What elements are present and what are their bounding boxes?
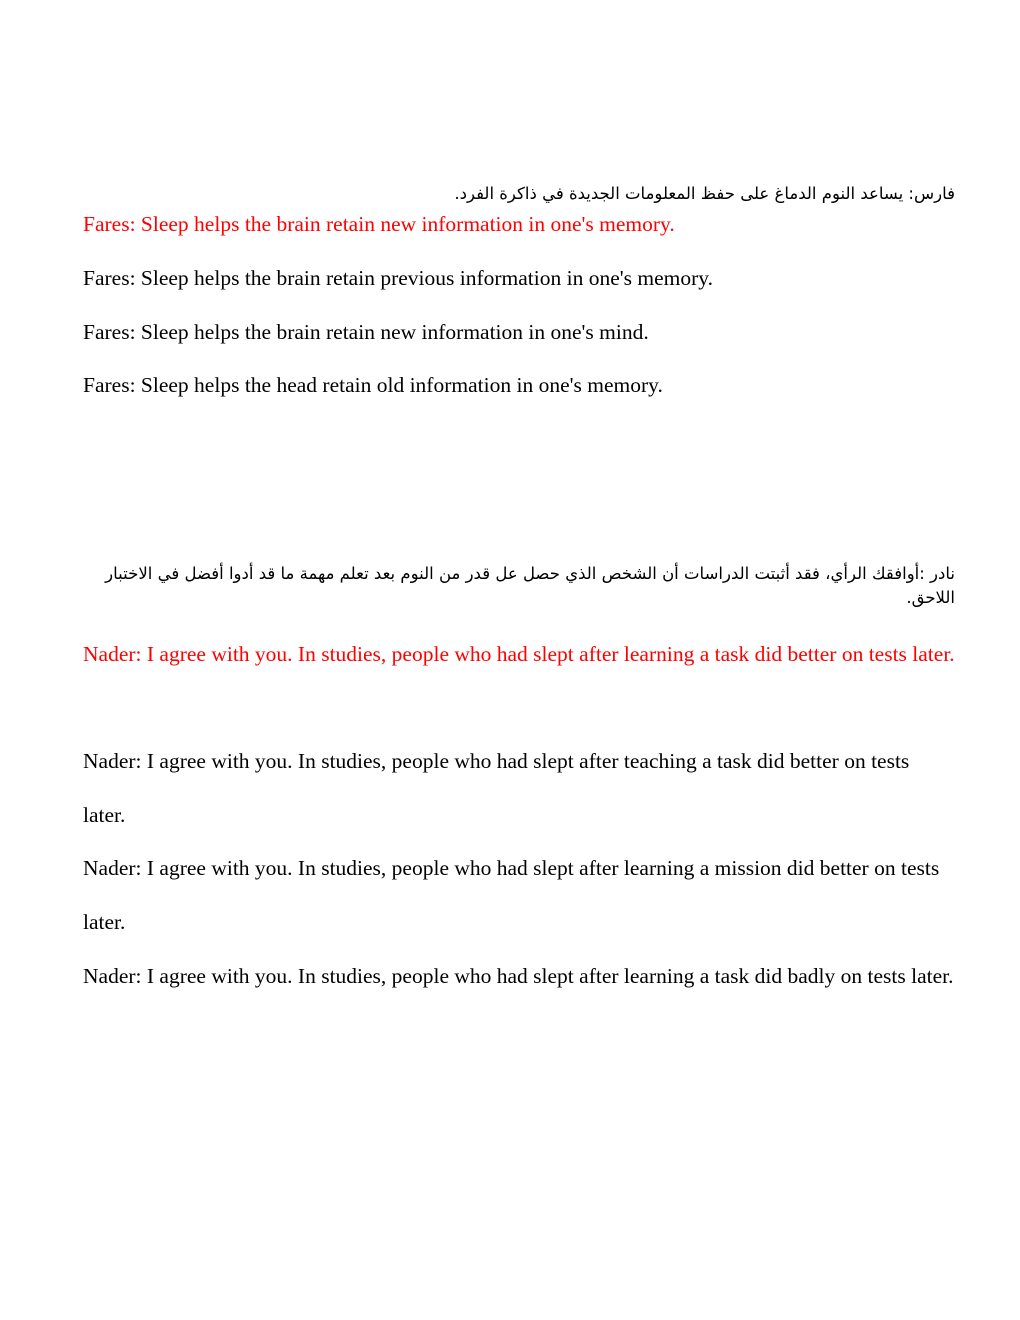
question-1-option-2: Fares: Sleep helps the brain retain previous information in one's memory. [83,266,714,290]
question-1-option-3: Fares: Sleep helps the brain retain new information in one's mind. [83,320,649,344]
question-1-option-4: Fares: Sleep helps the head retain old information in one's memory. [83,373,663,397]
question-1-option-1-correct: Fares: Sleep helps the brain retain new information in one's memory. [83,212,675,236]
question-2-option-2: Nader: I agree with you. In studies, people who had slept after teaching a task did better on tests later. [83,749,910,827]
question-1-arabic-prompt: فارس: يساعد النوم الدماغ على حفظ المعلومات الجديدة في ذاكرة الفرد. [454,184,955,203]
question-2-option-4: Nader: I agree with you. In studies, people who had slept after learning a task did badly on tests later. [83,964,954,988]
question-2-option-3: Nader: I agree with you. In studies, people who had slept after learning a mission did better on tests later. [83,856,940,934]
question-2-option-1-correct: Nader: I agree with you. In studies, people who had slept after learning a task did better on tests later. [83,642,955,666]
question-2-arabic-prompt: نادر :أوافقك الرأي، فقد أثبتت الدراسات أن الشخص الذي حصل عل قدر من النوم بعد تعلم مهمة ما قد أدوا أفضل في الاختبار اللاحق. [105,564,955,607]
